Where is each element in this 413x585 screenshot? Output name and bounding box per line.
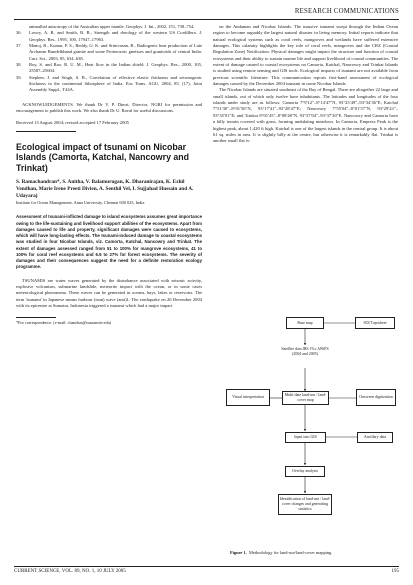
body-paragraph: on the Andaman and Nicobar Islands. The massive tsunami swept through the Indian Ocean region to become arguably the largest natural disaster in living memory. Initial reports indicate that natural ecological systems such as coral reefs, mangroves and wetlands have suffered extensive damages. This calamity highlights the key role of coral reefs, mangroves and the CRZ (Coastal Regulation Zone) Notification. Physical damages might impact the structure and function of coastal ecosystems and their ability to sustain marine life and support livelihood of coastal communities. The extent of damage caused to coastal ecosystems on Camorta, Katchal, Nancowry and Trinkat Islands is studied using remote sensing and GIS tools. Ecological impacts of tsunami are not available from previous scientific literature. This communication reports first-hand assessment of ecological damages caused by the December 2004 tsunami in some Nicobar Islands. (213, 24, 398, 87)
page-header (14, 8, 399, 20)
page-footer (14, 566, 399, 576)
text-satellite-data: Satellite data IRS 1%c AWiFS (2004 and 2005) (281, 347, 329, 356)
figure-caption (230, 550, 400, 556)
abstract: Assessment of tsunami-inflicted damage to island ecosystems assumes great importance owing to the life-sustaining and livelihood support abilities of the ecosystems. Apart from damages caused to life and property, significant damages were caused to ecosystems, which will have long-lasting effects. The tsunami-induced damage to coastal ecosystems was studied in four Nicobar Islands, viz. Camorta, Katchal, Nancowry and Trinkat. The extent of damages assessed ranged from 51 to 100% for mangrove ecosystems, 41 to 100% for coral reef ecosystems and 6.5 to 27% for forest ecosystems. The severity of damages and their consequences suggest the need for a definite restoration ecology programme. (16, 214, 202, 270)
reference-item: 38. Roy, S. and Rao, R. U. M., Heat flow in the Indian shield. J. Geophys. Res., 2000, 105, 25587–25604. (16, 62, 202, 74)
figure-label: Figure 1. (230, 550, 247, 555)
box-input-gis: Input into GIS (285, 432, 326, 443)
box-soi-toposheet: SOI Toposheet (355, 317, 395, 329)
reference-item: 39. Stephen, J. and Singh, S. B., Correlation of effective elastic thickness and seismogenic thickness in the continental lithosphere of India. Eos Trans. AGU, 2004, 85, (17), Joint Assembly Suppl., T44A. (16, 74, 202, 93)
box-ancillary-data: Ancillary data (357, 432, 393, 443)
box-overlay-analysis: Overlay analysis (285, 466, 325, 477)
right-column (213, 24, 398, 145)
reference-item: animalbal anisotropy of the Australian upper mantle. Geophys. J. Int., 2002, 151, 738–754. (29, 24, 195, 29)
page-number: 195 (391, 569, 399, 574)
methodology-flowchart (216, 312, 400, 544)
reference-item: 36. Lowry, A. R. and Smith, R. B., Strength and rheology of the western US Cordillera. J. Geophys. Res., 1995, 100, 17947–17963. (16, 30, 202, 42)
divider (16, 131, 76, 132)
box-identification: Identification of land-use / land-cover changes and generating statistics (278, 494, 332, 515)
box-onscreen-digitization: Onscreen digitization (356, 389, 396, 406)
box-multidate-map: Multi-date land-use / land-cover map (282, 391, 329, 405)
affiliation: Institute for Ocean Management, Anna University, Chennai 600 025, India (16, 200, 145, 206)
left-column (16, 24, 202, 326)
reference-item: 37. Manoj, R., Kumar, P. S., Reddy, G. K. and Srinivasan, R., Radiogenic heat production of Late Archaean Bundelkhand granite and some Proterozoic gneisses and granitoids of central India. Curr. Sci., 2003, 85, 634–638. (16, 43, 202, 61)
article-title: Ecological impact of tsunami on Nicobar Islands (Camorta, Katchal, Nancowry and Trinkat) (16, 141, 190, 173)
figure-caption-text: Methodology for land-use/land-cover mapping. (248, 550, 333, 555)
box-base-map: Base map (286, 317, 324, 329)
reference-list (16, 24, 202, 94)
body-paragraph: The Nicobar Islands are situated southeast of the Bay of Bengal. There are altogether 22 large and small islands, out of which only twelve have inhabitants. The latitudes and longitudes of the four islands under study are as follows: Camorta 7°9′12″–8°14′47″N, 93°25′49″–93°34′36″E; Katchal 7°51′30″–8°01′56″N, 93°17′41″–93°28′47″E; Nancowry 7°55′04″–8°01′57″N, 93°29′23″–93°35′01″E; and Trinkat 8°01′45″–8°08′48″N, 93°37′04″–93°37′30″E. Nancowry and Camorta have a hilly terrain covered with grass, forming undulating meadows. In Camorta, Empress Peak is the highest peak, about 1,420 ft high. Katchal is one of the largest islands in the central group. It is about 61 sq. miles in area. It is slightly hilly at the centre, but otherwise it is remarkably flat. Trinkat is another small flat is- (213, 87, 398, 144)
header-rule (14, 19, 399, 20)
journal-citation: CURRENT SCIENCE, VOL. 89, NO. 1, 10 JULY 2005 (14, 569, 126, 574)
box-visual-interpretation: Visual interpretation (226, 389, 270, 406)
author-list: S. Ramachandran*, S. Anitha, V. Balamurugan, K. Dharanirajan, K. Ezhil Vendhan, Marie Irene Preeti Divien, A. Senthil Vel, I. Sujjahad Hussain and A. Udayaraj (16, 179, 194, 200)
acknowledgements: ACKNOWLEDGEMENTS. We thank Dr V. P. Dimri, Director, NGRI for permission and encouragement to publish this work. We also thank Dr U. Raval for useful discussions. (16, 101, 202, 114)
footer-rule (14, 566, 399, 567)
section-title: RESEARCH COMMUNICATIONS (294, 8, 399, 15)
footnote-rule (16, 317, 56, 318)
footnote: *For correspondence. (e-mail: chandras@tsunamiiv.edu) (16, 320, 112, 326)
received-date: Received 13 August 2004; revised accepted 17 February 2005 (16, 120, 129, 126)
body-paragraph: TSUNAMIS are water waves generated by the disturbance associated with seismic activity, explosive volcanism, submarine landslide, meteorite impact with the ocean, or in some cases meteorological phenomena. These waves can be generated in oceans, bays, lakes or reservoirs. The term 'tsunami' in Japanese means harbour (tsun) wave (ami)1. The earthquake on 26 December 2004 with its epicentre at Sumatra, Indonesia triggered a tsunami which had a major impact (16, 277, 202, 308)
